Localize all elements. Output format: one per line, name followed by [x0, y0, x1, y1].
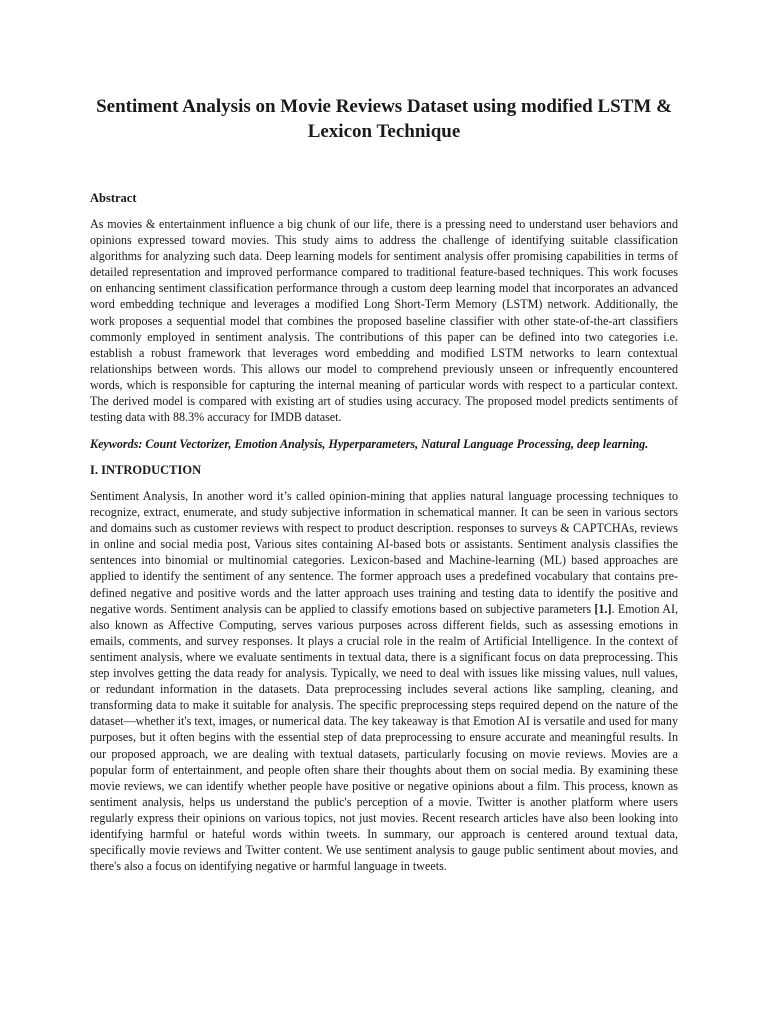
introduction-body [90, 488, 678, 874]
abstract-heading: Abstract [90, 191, 137, 205]
introduction-text-part2: . Emotion AI, also known as Affective Computing, serves various purposes across different fields, such as assessing emotions in emails, comments, and survey responses. It plays a crucial role in the realm of Artificial Intelligence. In the context of sentiment analysis, where we evaluate sentiments in textual data, there is a significant focus on data preprocessing. This step involves getting the data ready for analysis. Typically, we need to deal with issues like missing values, null values, or redundant information in the datasets. Data preprocessing includes several actions like sampling, cleaning, and transforming data to make it suitable for analysis. The specific preprocessing steps required depend on the nature of the dataset—whether it's text, images, or numerical data. The key takeaway is that Emotion AI is versatile and used for many purposes, but it often begins with the essential step of data preprocessing to ensure accurate and meaningful results. In our proposed approach, we are dealing with textual datasets, particularly focusing on movie reviews. Movies are a popular form of entertainment, and people often share their thoughts about them on social media. By examining these movie reviews, we can identify whether people have positive or negative opinions about a film. This process, known as sentiment analysis, helps us understand the public's perception of a movie. Twitter is another platform where users regularly express their opinions on various topics, not just movies. Recent research articles have also been looking into identifying harmful or hateful words within tweets. In summary, our approach is centered around textual data, specifically movie reviews and Twitter content. We use sentiment analysis to gauge public sentiment about movies, and there's also a focus on identifying negative or harmful language in tweets. [90, 601, 678, 874]
introduction-text-part1: Sentiment Analysis, In another word it’s called opinion-mining that applies natural language processing techniques to recognize, extract, enumerate, and study subjective information in schematical manner. It can be seen in various sectors and domains such as customer reviews with respect to product description. responses to surveys & CAPTCHAs, reviews in online and social media post, Various sites containing AI-based bots or assistants. Sentiment analysis classifies the sentences into binomial or multinomial categories. Lexicon-based and Machine-learning (ML) based approaches are applied to identify the sentiment of any sentence. The former approach uses a predefined vocabulary that contains pre-defined negative and positive words and the latter approach uses training and testing data to identify the positive and negative words. Sentiment analysis can be applied to classify emotions based on subjective parameters [90, 489, 678, 616]
keywords-line: Keywords: Count Vectorizer, Emotion Analysis, Hyperparameters, Natural Language Processing, deep learning. [90, 437, 649, 451]
abstract-body: As movies & entertainment influence a big chunk of our life, there is a pressing need to understand user behaviors and opinions expressed toward movies. This study aims to address the challenge of identifying suitable classification algorithms for analyzing such data. Deep learning models for sentiment analysis offer promising capabilities in terms of detailed representation and improved performance compared to traditional feature-based techniques. This work focuses on enhancing sentiment classification performance through a custom deep learning model that incorporates an advanced word embedding technique and leverages a modified Long Short-Term Memory (LSTM) network. Additionally, the work proposes a sequential model that combines the proposed baseline classifier with other state-of-the-art classifiers commonly employed in sentiment analysis. The contributions of this paper can be defined into two categories i.e. establish a robust framework that leverages word embedding and modified LSTM networks to learn contextual relationships between words. This allows our model to comprehend previously unseen or infrequently encountered words, which is responsible for capturing the internal meaning of particular words with respect to a particular context. The derived model is compared with existing art of studies using accuracy. The proposed model predicts sentiments of testing data with 88.3% accuracy for IMDB dataset. [90, 217, 678, 425]
introduction-heading: I. INTRODUCTION [90, 463, 202, 477]
citation-reference: [1.] [594, 601, 612, 616]
paper-title: Sentiment Analysis on Movie Reviews Dataset using modified LSTM & Lexicon Technique [96, 96, 672, 142]
